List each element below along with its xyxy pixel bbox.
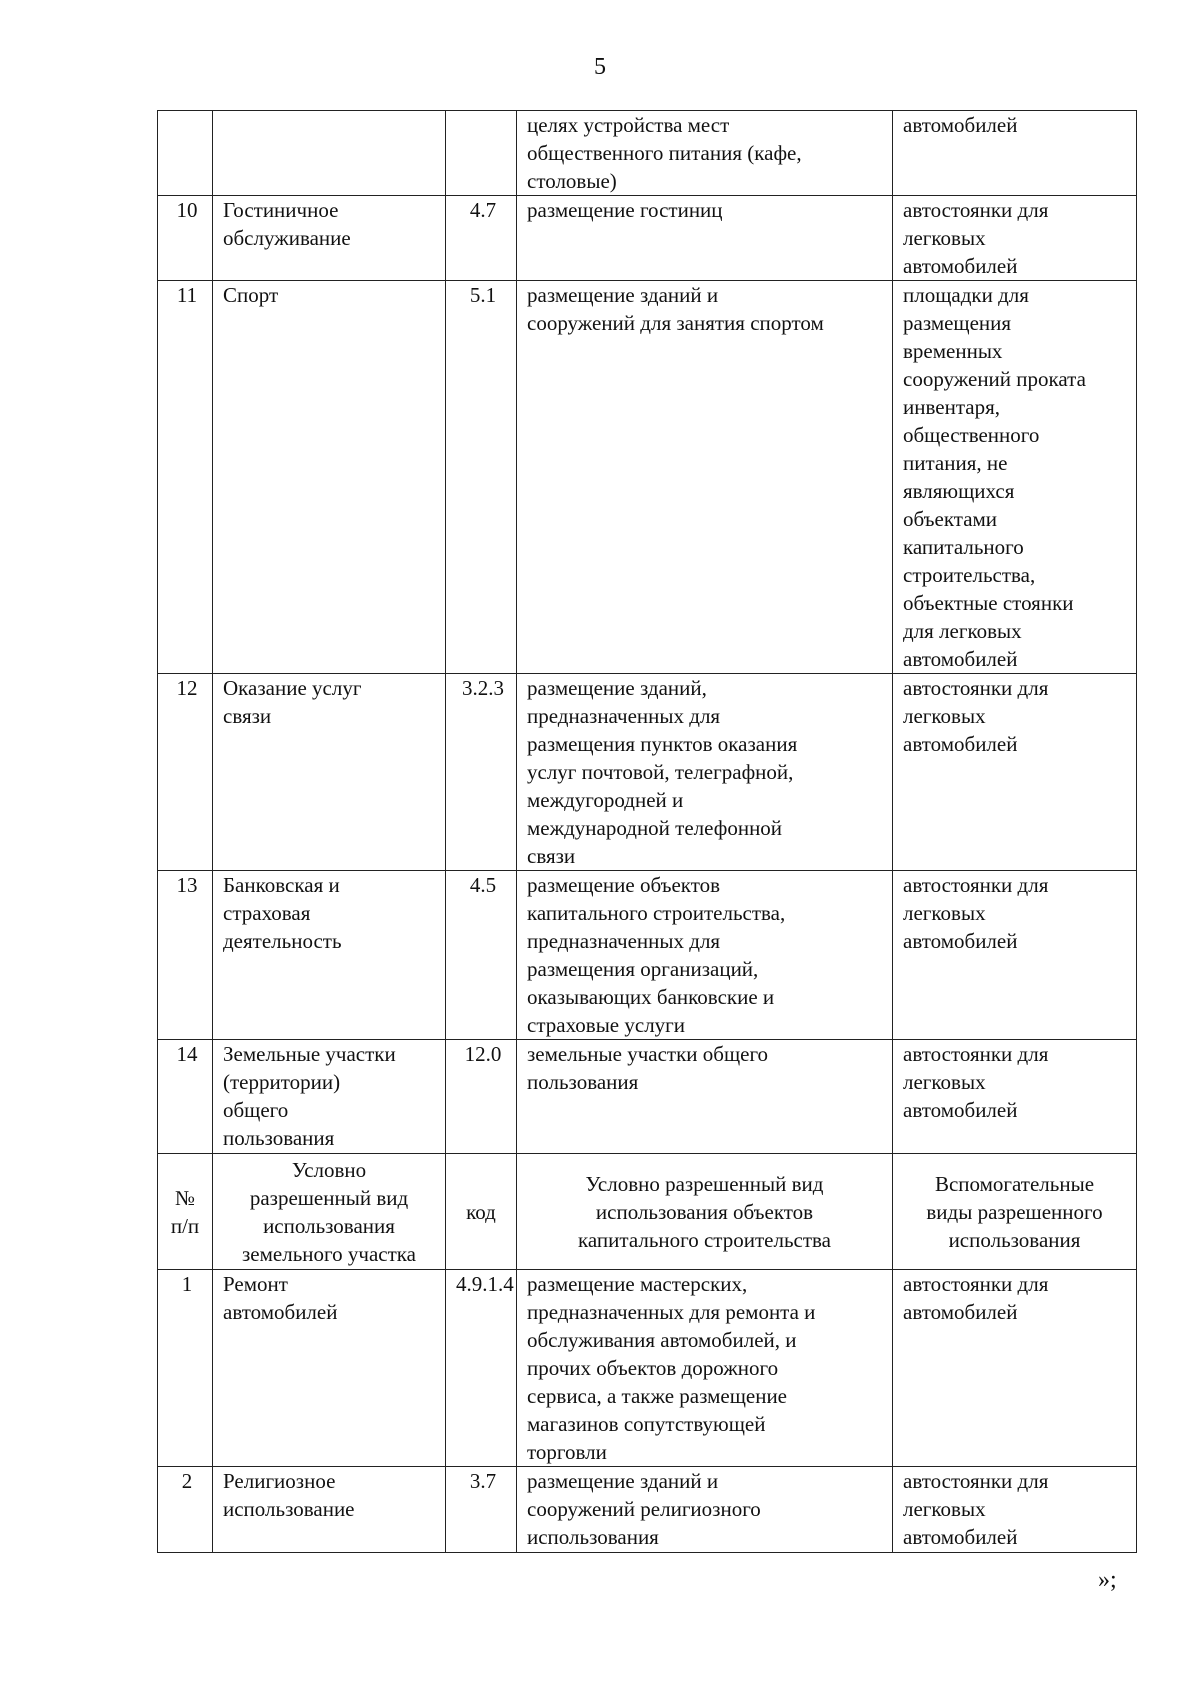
closing-quote-mark: »; — [1098, 1567, 1117, 1593]
code-cell: 5.1 — [446, 281, 517, 674]
auxiliary-use-cell: автостоянки для легковых автомобилей — [893, 871, 1137, 1040]
row-number-cell: 14 — [158, 1040, 213, 1154]
row-number-cell: 11 — [158, 281, 213, 674]
table-row-continued — [158, 111, 1137, 196]
land-use-name-cell: Гостиничное обслуживание — [213, 196, 446, 281]
header-description: Условно разрешенный вид использования объектов капитального строительства — [517, 1154, 893, 1270]
row-number-cell: 2 — [158, 1467, 213, 1553]
header-auxiliary: Вспомогательные виды разрешенного использования — [893, 1154, 1137, 1270]
table-row — [158, 1040, 1137, 1154]
land-use-name-cell — [213, 111, 446, 196]
code-cell: 4.7 — [446, 196, 517, 281]
row-number-cell: 12 — [158, 674, 213, 871]
table-row — [158, 281, 1137, 674]
table-row — [158, 871, 1137, 1040]
code-cell: 4.9.1.4 — [446, 1270, 517, 1467]
land-use-name-cell: Оказание услуг связи — [213, 674, 446, 871]
description-cell: размещение зданий, предназначенных для размещения пунктов оказания услуг почтовой, телеграфной, междугородней и международной телефонной связи — [517, 674, 893, 871]
page-number: 5 — [594, 54, 606, 80]
auxiliary-use-cell: автостоянки для легковых автомобилей — [893, 196, 1137, 281]
code-cell: 4.5 — [446, 871, 517, 1040]
table-header-row — [158, 1154, 1137, 1270]
row-number-cell: 1 — [158, 1270, 213, 1467]
auxiliary-use-cell: площадки для размещения временных сооружений проката инвентаря, общественного питания, не являющихся объектами капитального строительства, объектные стоянки для легковых автомобилей — [893, 281, 1137, 674]
land-use-name-cell: Религиозное использование — [213, 1467, 446, 1553]
description-cell: размещение мастерских, предназначенных для ремонта и обслуживания автомобилей, и прочих объектов дорожного сервиса, а также размещение магазинов сопутствующей торговли — [517, 1270, 893, 1467]
description-cell: размещение объектов капитального строительства, предназначенных для размещения организаций, оказывающих банковские и страховые услуги — [517, 871, 893, 1040]
description-cell: размещение гостиниц — [517, 196, 893, 281]
description-cell: размещение зданий и сооружений для занятия спортом — [517, 281, 893, 674]
description-cell: целях устройства мест общественного питания (кафе, столовые) — [517, 111, 893, 196]
header-land-use: Условно разрешенный вид использования земельного участка — [213, 1154, 446, 1270]
header-number: № п/п — [158, 1154, 213, 1270]
header-code: код — [446, 1154, 517, 1270]
table-row — [158, 1270, 1137, 1467]
code-cell: 12.0 — [446, 1040, 517, 1154]
land-use-name-cell: Ремонт автомобилей — [213, 1270, 446, 1467]
auxiliary-use-cell: автостоянки для легковых автомобилей — [893, 1467, 1137, 1553]
table-row — [158, 1467, 1137, 1553]
row-number-cell: 10 — [158, 196, 213, 281]
row-number-cell: 13 — [158, 871, 213, 1040]
row-number-cell — [158, 111, 213, 196]
code-cell — [446, 111, 517, 196]
description-cell: размещение зданий и сооружений религиозного использования — [517, 1467, 893, 1553]
auxiliary-use-cell: автомобилей — [893, 111, 1137, 196]
code-cell: 3.2.3 — [446, 674, 517, 871]
land-use-name-cell: Спорт — [213, 281, 446, 674]
land-use-table — [157, 110, 1137, 1553]
table-row — [158, 674, 1137, 871]
land-use-name-cell: Земельные участки (территории) общего пользования — [213, 1040, 446, 1154]
auxiliary-use-cell: автостоянки для легковых автомобилей — [893, 1040, 1137, 1154]
table-row — [158, 196, 1137, 281]
land-use-name-cell: Банковская и страховая деятельность — [213, 871, 446, 1040]
auxiliary-use-cell: автостоянки для автомобилей — [893, 1270, 1137, 1467]
description-cell: земельные участки общего пользования — [517, 1040, 893, 1154]
auxiliary-use-cell: автостоянки для легковых автомобилей — [893, 674, 1137, 871]
code-cell: 3.7 — [446, 1467, 517, 1553]
